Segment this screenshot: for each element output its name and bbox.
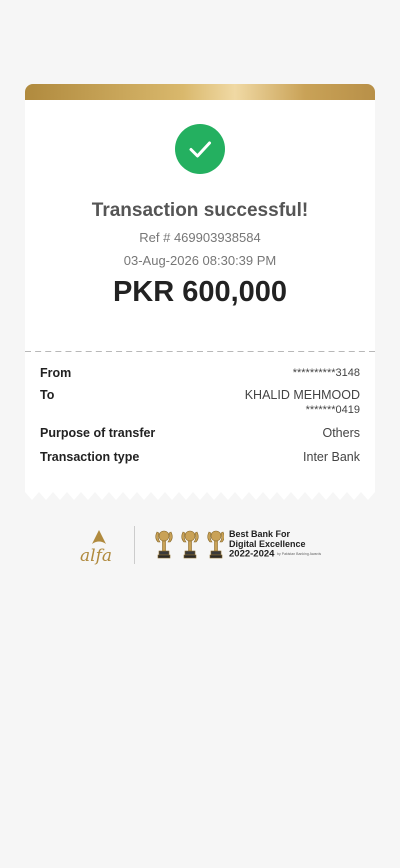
purpose-value: Others	[322, 426, 360, 440]
trophy-icon	[152, 528, 224, 564]
type-label: Transaction type	[40, 450, 140, 464]
receipt-summary	[25, 100, 375, 352]
footer-branding	[80, 522, 320, 568]
award-line-2: Digital Excellence	[229, 539, 306, 549]
transaction-amount: PKR 600,000	[112, 276, 288, 308]
receipt-details	[25, 352, 375, 492]
award-line-3	[229, 549, 329, 560]
transaction-datetime: 03-Aug-2026 08:30:39 PM	[123, 253, 277, 268]
award-subtitle: by Pakistan Banking Awards	[277, 552, 322, 556]
footer-separator	[134, 526, 135, 564]
to-name: KHALID MEHMOOD	[244, 388, 360, 402]
receipt-gold-header	[25, 84, 375, 100]
award-text	[229, 529, 329, 560]
award-years: 2022-2024	[229, 548, 275, 560]
alfa-brand-text: alfa	[80, 546, 112, 566]
to-account: *******0419	[305, 404, 360, 416]
status-title: Transaction successful!	[91, 200, 309, 221]
from-account: **********3148	[292, 367, 360, 379]
from-label: From	[40, 366, 72, 380]
to-label: To	[40, 388, 55, 402]
award-line-1: Best Bank For	[229, 529, 291, 539]
transaction-receipt	[25, 84, 375, 502]
success-check-icon	[175, 124, 225, 174]
detail-row-type	[40, 450, 360, 468]
detail-row-to	[40, 388, 360, 422]
receipt-zigzag-edge	[25, 492, 375, 502]
type-value: Inter Bank	[303, 450, 360, 464]
detail-row-purpose	[40, 426, 360, 444]
purpose-label: Purpose of transfer	[40, 426, 156, 440]
detail-row-from	[40, 366, 360, 384]
reference-number: Ref # 469903938584	[139, 230, 261, 245]
